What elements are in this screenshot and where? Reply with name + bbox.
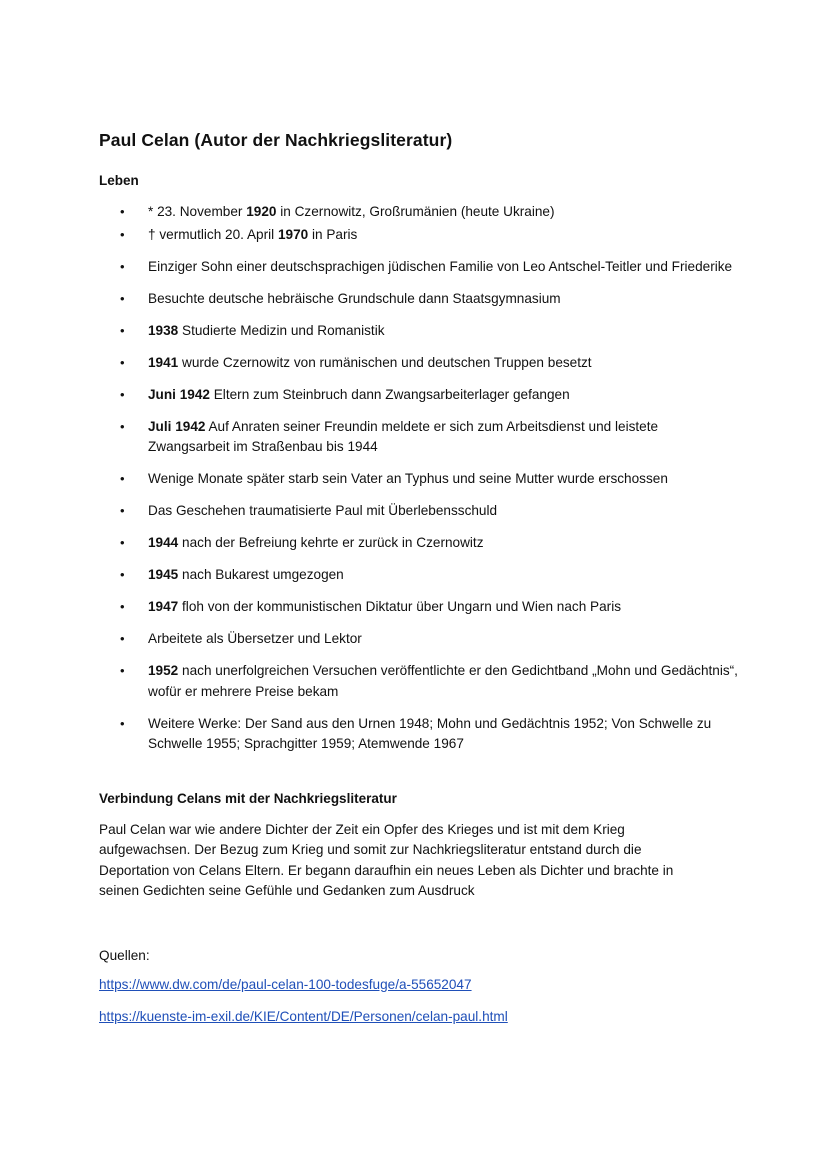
- item-text: in Czernowitz, Großrumänien (heute Ukraine): [276, 204, 555, 219]
- item-year: 1970: [277, 226, 309, 242]
- source-link-kuenste-im-exil[interactable]: https://kuenste-im-exil.de/KIE/Content/DE/Personen/celan-paul.html: [99, 1008, 508, 1024]
- item-year: Juni 1942: [148, 386, 210, 402]
- section-heading-leben: Leben: [99, 173, 139, 188]
- item-year: 1920: [246, 204, 277, 219]
- list-item: [99, 385, 739, 406]
- bullet-icon: •: [120, 663, 125, 678]
- item-text: wurde Czernowitz von rumänischen und deutschen Truppen besetzt: [178, 354, 592, 370]
- list-item: [99, 469, 739, 490]
- bullet-icon: •: [120, 204, 125, 219]
- list-item: [99, 629, 739, 650]
- sources-label: Quellen:: [99, 947, 150, 963]
- item-text: nach Bukarest umgezogen: [178, 567, 344, 582]
- bullet-icon: •: [120, 322, 125, 338]
- list-item: [99, 225, 739, 246]
- item-year: 1944: [148, 535, 179, 550]
- bullet-icon: •: [120, 258, 125, 274]
- list-item: [99, 289, 739, 310]
- list-item: [99, 714, 739, 755]
- item-year: 1952: [148, 663, 179, 678]
- bullet-icon: •: [120, 535, 125, 550]
- item-year: 1938: [148, 322, 179, 338]
- biography-list: [99, 202, 739, 755]
- item-text: nach unerfolgreichen Versuchen veröffentlichte er den Gedichtband „Mohn und Gedächtnis“, wofür er mehrere Preise bekam: [148, 663, 738, 699]
- bullet-icon: •: [120, 418, 125, 434]
- section-heading-verbindung: Verbindung Celans mit der Nachkriegsliteratur: [99, 790, 397, 806]
- item-year: 1941: [148, 354, 179, 370]
- list-item: [99, 565, 739, 586]
- list-item: [99, 321, 739, 342]
- item-text: Besuchte deutsche hebräische Grundschule dann Staatsgymnasium: [148, 290, 561, 306]
- section-verbindung: [99, 791, 739, 902]
- bullet-icon: •: [120, 715, 125, 731]
- item-text: * 23. November: [148, 204, 247, 219]
- item-text: Wenige Monate später starb sein Vater an Typhus und seine Mutter wurde erschossen: [148, 471, 668, 486]
- item-text: Studierte Medizin und Romanistik: [178, 322, 385, 338]
- item-year: Juli 1942: [148, 418, 206, 434]
- item-text: Arbeitete als Übersetzer und Lektor: [148, 631, 362, 646]
- list-item: [99, 533, 739, 554]
- document-page: [99, 130, 739, 1039]
- list-item: [99, 661, 739, 702]
- list-item: [99, 501, 739, 522]
- source-link-dw[interactable]: https://www.dw.com/de/paul-celan-100-todesfuge/a-55652047: [99, 976, 472, 992]
- list-item: [99, 597, 739, 618]
- page-title: Paul Celan (Autor der Nachkriegsliteratur): [99, 130, 453, 150]
- item-text: † vermutlich 20. April: [148, 226, 278, 242]
- item-text: Das Geschehen traumatisierte Paul mit Überlebensschuld: [148, 503, 498, 518]
- list-item: [99, 257, 739, 278]
- bullet-icon: •: [120, 354, 125, 370]
- verbindung-paragraph: Paul Celan war wie andere Dichter der Zeit ein Opfer des Krieges und ist mit dem Krieg aufgewachsen. Der Bezug zum Krieg und somit zur Nachkriegsliteratur entstand durch die Deportation von Celans Eltern. Er begann daraufhin ein neues Leben als Dichter und brachte in seinen Gedichten seine Gefühle und Gedanken zum Ausdruck: [99, 821, 674, 898]
- item-year: 1947: [148, 599, 179, 614]
- bullet-icon: •: [120, 631, 125, 646]
- item-text: Eltern zum Steinbruch dann Zwangsarbeiterlager gefangen: [209, 386, 570, 402]
- item-text: Einziger Sohn einer deutschsprachigen jüdischen Familie von Leo Antschel-Teitler und Friederike: [148, 258, 733, 274]
- list-item: [99, 202, 739, 223]
- list-item: [99, 353, 739, 374]
- bullet-icon: •: [120, 471, 125, 486]
- item-text: Weitere Werke: Der Sand aus den Urnen 1948; Mohn und Gedächtnis 1952; Von Schwelle zu Schwelle 1955; Sprachgitter 1959; Atemwende 1967: [148, 715, 712, 751]
- item-year: 1945: [148, 567, 179, 582]
- item-text: floh von der kommunistischen Diktatur über Ungarn und Wien nach Paris: [178, 599, 622, 614]
- list-item: [99, 417, 739, 458]
- bullet-icon: •: [120, 599, 125, 614]
- bullet-icon: •: [120, 386, 125, 402]
- item-text: nach der Befreiung kehrte er zurück in Czernowitz: [178, 535, 484, 550]
- item-text: Auf Anraten seiner Freundin meldete er sich zum Arbeitsdienst und leistete Zwangsarbeit im Straßenbau bis 1944: [148, 418, 659, 454]
- bullet-icon: •: [120, 503, 125, 518]
- bullet-icon: •: [120, 226, 125, 242]
- item-text: in Paris: [308, 226, 358, 242]
- bullet-icon: •: [120, 567, 125, 582]
- sources-section: [99, 948, 739, 1027]
- bullet-icon: •: [120, 290, 125, 306]
